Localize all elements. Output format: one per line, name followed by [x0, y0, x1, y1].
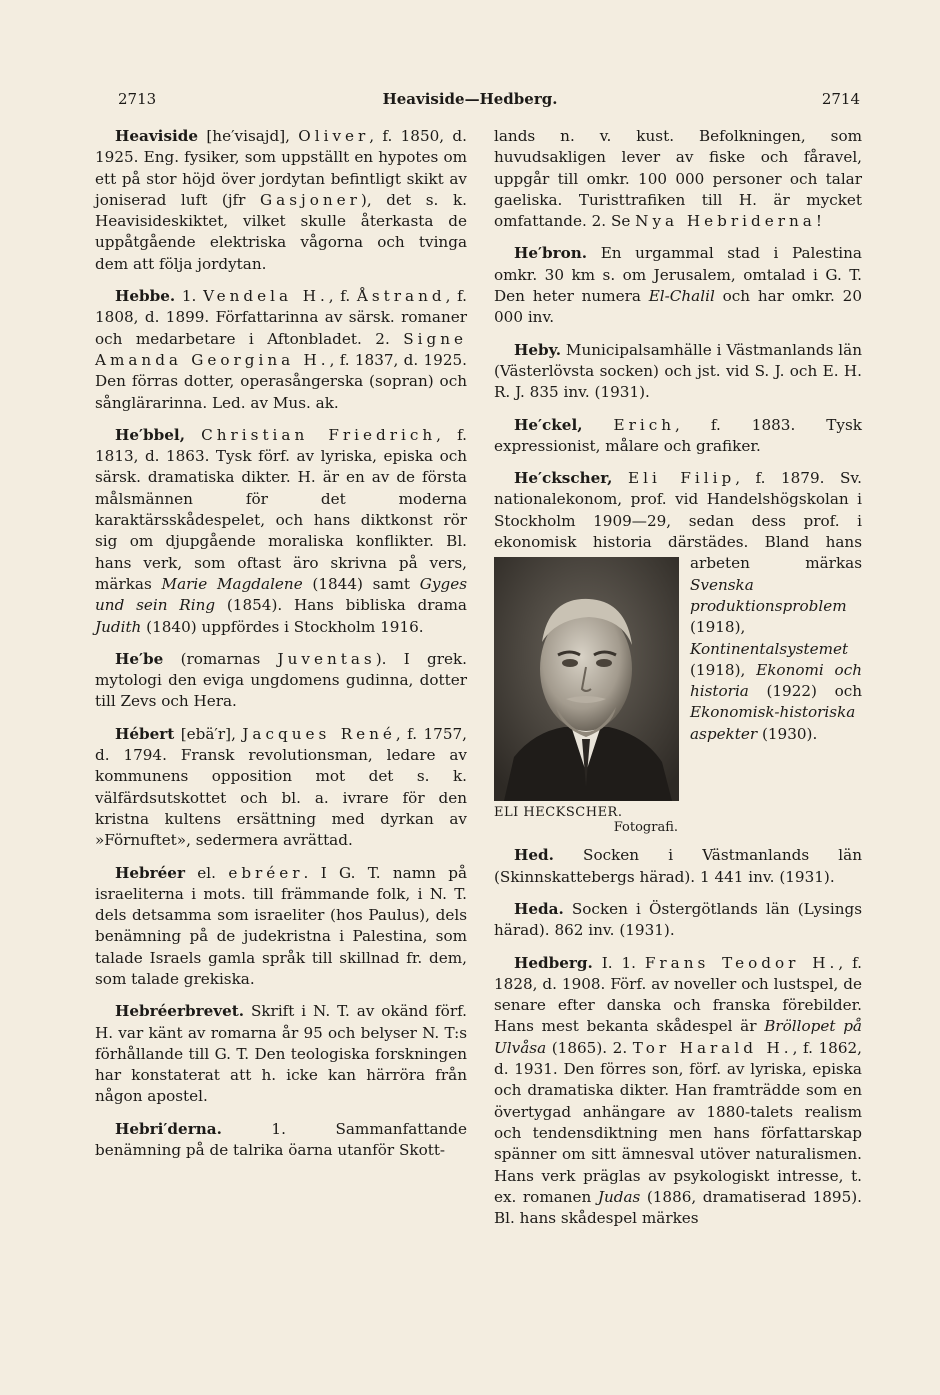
- spaced-name: Erich: [613, 415, 676, 434]
- entry-text: En urgammal stad i Palestina omkr. 30 km s. om Jerusalem, omtalad i G. T. Den heter numera: [494, 244, 862, 306]
- work-title: Ekonomisk-historiska aspekter: [690, 703, 856, 743]
- entry-text: , f. 1837, d. 1925. Den förras dotter, operasångerska (sopran) och sånglärarinna. Led. av Mus. ak.: [95, 350, 467, 412]
- entry-hebreerbrevet: [95, 1001, 467, 1107]
- headword: Hebbe.: [115, 287, 176, 306]
- entry-heckscher: [494, 468, 862, 839]
- entry-heckel: [494, 415, 862, 458]
- headword: Hebri′derna.: [115, 1119, 222, 1138]
- spaced-name: Juventas: [277, 649, 376, 668]
- entry-text: (1865). 2.: [546, 1038, 633, 1057]
- left-column: [95, 126, 467, 1172]
- cross-reference: Gasjoner: [260, 190, 361, 209]
- work-title: Kontinentalsystemet: [690, 639, 849, 658]
- entry-text: Socken i Västmanlands län (Skinnskattebergs härad). 1 441 inv. (1931).: [494, 846, 862, 886]
- entry-text: [583, 416, 614, 434]
- photo-credit: Fotografi.: [613, 820, 678, 836]
- spaced-name: Tor Harald H.: [632, 1038, 793, 1057]
- headword: Heby.: [514, 340, 561, 359]
- entry-text: !: [815, 212, 822, 231]
- entry-hebreer: [95, 863, 467, 991]
- entry-heaviside: [95, 126, 467, 275]
- entry-text: , f. 1828, d. 1908. Förf. av noveller och lustspel, de senare efter danska och franska förebilder. Hans mest bekanta skådespel är: [494, 953, 862, 1036]
- work-title: Ekonomi och historia: [690, 660, 862, 701]
- entry-text: (1840) uppfördes i Stockholm 1916.: [141, 617, 424, 636]
- work-title: Svenska produktionsproblem: [690, 575, 847, 615]
- headword: He′ckel,: [514, 415, 583, 434]
- entry-text: [185, 426, 201, 444]
- entry-hedberg: [494, 953, 862, 1230]
- page-number-left: 2713: [118, 90, 157, 108]
- entry-text: [ebä′r],: [174, 724, 243, 743]
- portrait-image: [494, 557, 679, 801]
- entry-text: ), det s. k. Heavisideskiktet, vilket skulle återkasta de uppåtgående elektriska vågorna och tvinga dem att följa jordytan.: [95, 190, 467, 273]
- entry-text: (1918),: [690, 618, 746, 637]
- entry-heby: [494, 340, 862, 404]
- headword: Hedberg.: [514, 953, 593, 972]
- headword: Hebréer: [115, 863, 185, 882]
- headword: Hébert: [115, 724, 175, 743]
- entry-heda: [494, 899, 862, 942]
- spaced-name: Christian Friedrich: [201, 425, 437, 444]
- portrait-photo: [494, 557, 679, 801]
- entry-text: , f. 1813, d. 1863. Tysk förf. av lyriska, episka och särsk. dramatiska dikter. H. är en av de första målsmännen för det moderna karaktärsskådespelet, och hans diktkonst rör sig om djupgående moraliska konflikter. Bl. hans verk, som oftast äro skrivna på vers, märkas: [95, 425, 468, 593]
- entry-text: (1886, dramatiserad 1895). Bl. hans skådespel märkes: [494, 1187, 862, 1228]
- headword: He′bbel,: [115, 425, 185, 444]
- entry-hed: [494, 845, 862, 888]
- work-title: Gyges und sein Ring: [95, 574, 467, 615]
- page-number-right: 2714: [821, 90, 860, 108]
- spaced-name: Eli Filip: [628, 469, 736, 488]
- place-name: El-Chalil: [648, 287, 715, 306]
- entry-text: el.: [184, 863, 229, 882]
- spaced-name: Jacques René: [242, 724, 396, 743]
- entry-text: 1. Sammanfattande benämning på de talrika öarna utanför Skott-: [95, 1119, 467, 1160]
- cross-reference: Nya Hebriderna: [635, 212, 816, 231]
- work-title: Marie Magdalene: [161, 574, 303, 593]
- entry-hebbel: [95, 425, 467, 638]
- portrait-figure: [494, 557, 684, 835]
- entry-continuation: [494, 126, 862, 232]
- spaced-name: Frans Teodor H.: [644, 953, 839, 972]
- entry-hebbe: [95, 286, 467, 414]
- entry-text: (1930).: [757, 724, 818, 743]
- entry-text: Municipalsamhälle i Västmanlands län (Västerlövsta socken) och jst. vid S. J. och E. H. R. J. 835 inv. (1931).: [494, 340, 862, 402]
- entry-text: Socken i Östergötlands län (Lysings härad). 862 inv. (1931).: [494, 899, 862, 940]
- work-title: Bröllopet på Ulvåsa: [494, 1017, 862, 1057]
- entry-text: , f. 1808, d. 1899. Författarinna av särsk. romaner och medarbetare i Aftonbladet. 2.: [95, 287, 467, 348]
- entry-text: ). I grek. mytologi den eviga ungdomens gudinna, dotter till Zevs och Hera.: [95, 649, 467, 711]
- entry-hebron: [494, 243, 862, 328]
- headword: Heda.: [514, 899, 564, 918]
- headword: Hebréerbrevet.: [115, 1002, 245, 1021]
- entry-text: Skrift i N. T. av okänd förf. H. var känt av romarna år 95 och belyser N. T:s förhållande till G. T. Den teologiska forskningen har konstaterat att h. icke kan härröra från någon apostel.: [95, 1002, 467, 1106]
- spaced-name: Åstrand: [356, 287, 446, 306]
- spaced-name: Signe Amanda Georgina H.: [95, 329, 467, 369]
- entry-text: och har omkr. 20 000 inv.: [494, 287, 862, 327]
- entry-text: I. 1.: [592, 953, 645, 972]
- entry-text: 1.: [175, 287, 204, 306]
- headword: He′bron.: [514, 244, 588, 263]
- entry-text: (1918),: [690, 660, 757, 679]
- running-head: Heaviside—Hedberg.: [382, 90, 558, 108]
- work-title: Judith: [95, 617, 142, 636]
- entry-text: , f. 1862, d. 1931. Den förres son, förf. av lyriska, episka och dramatiska dikter. Han framträdde som en övertygad anhängare av 1880-talets realism och tendensdiktning men hans författarskap spänner om sitt ämnesval utöver naturalismen. Hans verk präglas av psykologiskt intresse, t. ex. romanen: [494, 1038, 863, 1206]
- entry-text: [he′visajd],: [198, 127, 299, 145]
- right-column: [494, 126, 862, 1240]
- headword: Hed.: [514, 846, 554, 865]
- entry-text: lands n. v. kust. Befolkningen, som huvudsakligen lever av fiske och fåravel, uppgår till omkr. 100 000 personer och talar gaeliska. Turisttrafiken till H. är mycket omfattande. 2. Se: [494, 127, 862, 231]
- entry-hebert: [95, 724, 467, 852]
- entry-text: (1844) samt: [302, 574, 420, 593]
- spaced-name: ebréer: [228, 863, 304, 882]
- spaced-name: Vendela H.: [203, 287, 329, 306]
- entry-text: , f. 1757, d. 1794. Fransk revolutionsman, ledare av kommunens opposition mot det s. k. välfärdsutskottet och bl. a. ivrare för den kristna kultens ersättning med dyrkan av »Förnuftet», sedermera avrättad.: [95, 724, 467, 850]
- entry-text: , f. 1879. Sv. nationalekonom, prof. vid Handelshögskolan i Stockholm 1909—29, sedan dess prof. i ekonomisk historia därstädes. Bland hans arbeten märkas: [494, 469, 862, 573]
- photo-caption: ELI HECKSCHER.: [494, 805, 623, 821]
- entry-text: (romarnas: [163, 649, 278, 668]
- entry-text: [612, 469, 628, 487]
- work-title: Judas: [597, 1187, 641, 1206]
- entry-hebe: [95, 649, 467, 713]
- headword: Heaviside: [115, 127, 199, 145]
- entry-text: (1922) och: [748, 682, 862, 701]
- entry-text: . I G. T. namn på israeliterna i mots. till främmande folk, i N. T. dels detsamma som israeliter (hos Paulus), dels benämning på de judekristna i Palestina, som talade Israels gamla språk till skillnad fr. dem, som talade grekiska.: [95, 863, 467, 988]
- entry-hebriderna: [95, 1119, 467, 1162]
- entry-text: (1854). Hans bibliska drama: [215, 596, 467, 615]
- headword: He′be: [115, 649, 164, 668]
- entry-text: , f.: [328, 287, 357, 306]
- entry-text: , f. 1883. Tysk expressionist, målare och grafiker.: [494, 415, 862, 455]
- headword: He′ckscher,: [514, 469, 613, 488]
- spaced-name: Oliver: [298, 127, 370, 145]
- entry-text: , f. 1850, d. 1925. Eng. fysiker, som uppställt en hypotes om ett på stor höjd över jordytan befintligt skikt av joniserad luft (jfr: [95, 127, 467, 209]
